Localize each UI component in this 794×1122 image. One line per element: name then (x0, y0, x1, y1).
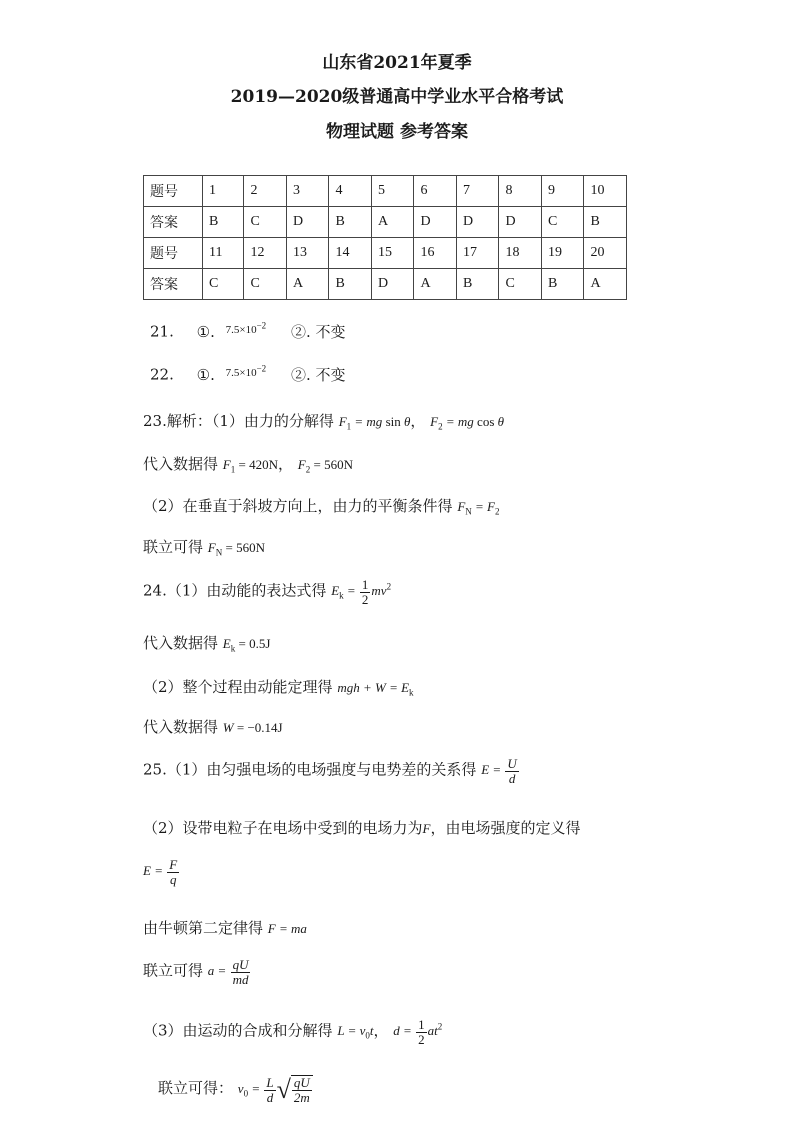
q23-eq-f2: $F_2$ = mg cos θ (430, 414, 505, 432)
q23-line1: 23.解析：（1）由力的分解得 $F_1$ = mg sin θ， $F_2$ = mg cos θ (143, 412, 505, 432)
table-cell: 19 (541, 238, 584, 269)
table-cell: 7 (456, 176, 499, 207)
table-cell: D (499, 207, 542, 238)
table-cell: 15 (371, 238, 414, 269)
q21-mark1: ①. (196, 322, 215, 341)
table-cell: 4 (329, 176, 372, 207)
table-cell: 16 (414, 238, 457, 269)
table-cell: C (244, 207, 287, 238)
q25-line4: 由牛顿第二定律得 F = ma (143, 919, 307, 937)
table-cell: D (414, 207, 457, 238)
table-cell: 18 (499, 238, 542, 269)
table-cell: B (329, 269, 372, 300)
q23-line4: 联立可得 $F_N = 560N$ (143, 538, 265, 558)
answer-table (143, 175, 627, 300)
table-cell: D (371, 269, 414, 300)
q25-line1: 25.（1）由匀强电场的电场强度与电势差的关系得 E = $\frac{U}{d}$ (143, 756, 517, 786)
q22 (150, 363, 345, 385)
table-cell: B (584, 207, 627, 238)
table-row (144, 238, 627, 269)
q24-line2: 代入数据得 $E_k = 0.5J$ (143, 634, 271, 654)
q25-line3: E = $\frac{F}{q}$ (143, 857, 178, 887)
table-cell: B (203, 207, 244, 238)
q21-value: 7.5×10−2 (225, 320, 267, 336)
q24-line1: 24.（1）由动能的表达式得 $E_k$ = $\frac{1}{2}$ $mv^2$ (143, 577, 392, 607)
q22-value: 7.5×10−2 (225, 363, 267, 379)
q25-line7: 联立可得： $v_0$ = $\frac{L}{d}$ √ $\frac{qU}{2m}$ (158, 1075, 313, 1105)
q23-eq-f1: $F_1$ = mg sin θ (338, 414, 411, 432)
q22-number: 22. (150, 365, 174, 384)
q24-line4: 代入数据得 W = −0.14J (143, 718, 283, 736)
q21-mark2: ②. 不变 (290, 322, 346, 341)
q25-line6: （3）由运动的合成和分解得 $L = v_0t$， d = $\frac{1}{2}$ $at^2$ (143, 1017, 443, 1047)
table-cell: C (244, 269, 287, 300)
table-cell: A (286, 269, 329, 300)
table-cell: 12 (244, 238, 287, 269)
title-exam: 2019—2020级普通高中学业水平合格考试 (230, 87, 564, 107)
table-cell: B (456, 269, 499, 300)
table-cell: C (541, 207, 584, 238)
table-row-label: 答案 (144, 207, 203, 238)
table-cell: 5 (371, 176, 414, 207)
title-province: 山东省2021年夏季 (322, 53, 472, 73)
table-cell: D (456, 207, 499, 238)
table-cell: 8 (499, 176, 542, 207)
table-cell: 2 (244, 176, 287, 207)
table-cell: 3 (286, 176, 329, 207)
table-cell: A (371, 207, 414, 238)
q21 (150, 320, 345, 342)
table-cell: B (541, 269, 584, 300)
table-row-label: 题号 (144, 176, 203, 207)
table-cell: 1 (203, 176, 244, 207)
q24-line3: （2）整个过程由动能定理得 mgh + $W = E_k$ (143, 678, 414, 698)
table-cell: 9 (541, 176, 584, 207)
q21-number: 21. (150, 322, 174, 341)
q22-mark2: ②. 不变 (290, 365, 346, 384)
table-cell: 13 (286, 238, 329, 269)
q25-line5: 联立可得 a = $\frac{qU}{md}$ (143, 957, 249, 987)
table-cell: A (414, 269, 457, 300)
table-cell: 20 (584, 238, 627, 269)
table-cell: A (584, 269, 627, 300)
table-cell: 6 (414, 176, 457, 207)
q23-line2: 代入数据得 $F_1 = 420N$， $F_2 = 560N$ (143, 455, 353, 475)
table-cell: 11 (203, 238, 244, 269)
q22-mark1: ①. (196, 365, 215, 384)
title-answers: 物理试题 参考答案 (326, 122, 468, 142)
table-cell: 17 (456, 238, 499, 269)
table-cell: D (286, 207, 329, 238)
table-row-label: 题号 (144, 238, 203, 269)
table-cell: B (329, 207, 372, 238)
table-row (144, 176, 627, 207)
table-cell: C (499, 269, 542, 300)
table-cell: 10 (584, 176, 627, 207)
table-cell: 14 (329, 238, 372, 269)
table-row (144, 269, 627, 300)
q23-line3: （2）在垂直于斜坡方向上，由力的平衡条件得 $F_N = F_2$ (143, 497, 500, 517)
q24-eq-ek: $E_k$ = $\frac{1}{2}$ $mv^2$ (331, 577, 392, 607)
q25-line2: （2）设带电粒子在电场中受到的电场力为F，由电场强度的定义得 (143, 819, 581, 837)
table-row (144, 207, 627, 238)
table-cell: C (203, 269, 244, 300)
table-row-label: 答案 (144, 269, 203, 300)
